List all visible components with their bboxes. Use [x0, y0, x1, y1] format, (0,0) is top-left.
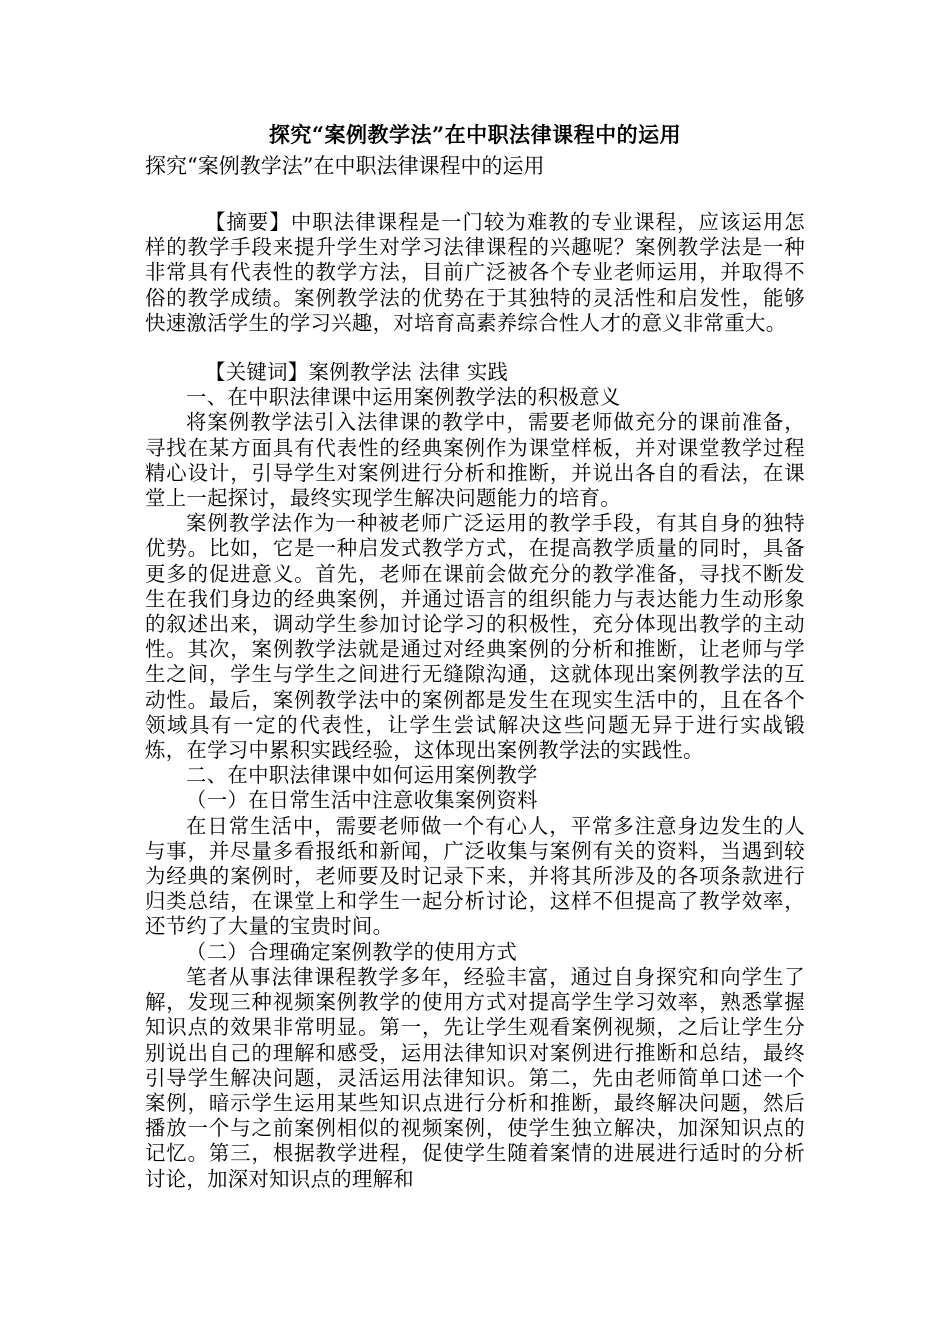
abstract-paragraph: 【摘要】中职法律课程是一门较为难教的专业课程，应该运用怎样的教学手段来提升学生对学习法律课程的兴趣呢？案例教学法是一种非常具有代表性的教学方法，目前广泛被各个专业老师运用，并取得不俗的教学成绩。案例教学法的优势在于其独特的灵活性和启发性，能够快速激活学生的学习兴趣，对培育高素养综合性人才的意义非常重大。 [145, 210, 805, 335]
document-title: 探究“案例教学法”在中职法律课程中的运用 [268, 122, 682, 147]
document-subtitle: 探究“案例教学法”在中职法律课程中的运用 [145, 154, 545, 178]
section-2-paragraph-2: 笔者从事法律课程教学多年，经验丰富，通过自身探究和向学生了解，发现三种视频案例教学的使用方式对提高学生学习效率，熟悉掌握知识点的效果非常明显。第一，先让学生观看案例视频，之后让学生分别说出自己的理解和感受，运用法律知识对案例进行推断和总结，最终引导学生解决问题，灵活运用法律知识。第二，先由老师简单口述一个案例，暗示学生运用某些知识点进行分析和推断，最终解决问题，然后播放一个与之前案例相似的视频案例，使学生独立解决，加深知识点的记忆。第三，根据教学进程，促使学生随着案情的进展进行适时的分析讨论，加深对知识点的理解和 [145, 964, 805, 1191]
section-1-paragraph-2: 案例教学法作为一种被老师广泛运用的教学手段，有其自身的独特优势。比如，它是一种启发式教学方式，在提高教学质量的同时，具备更多的促进意义。首先，老师在课前会做充分的教学准备，寻找不断发生在我们身边的经典案例，并通过语言的组织能力与表达能力生动形象的叙述出来，调动学生参加讨论学习的积极性，充分体现出教学的主动性。其次，案例教学法就是通过对经典案例的分析和推断，让老师与学生之间，学生与学生之间进行无缝隙沟通，这就体现出案例教学法的互动性。最后，案例教学法中的案例都是发生在现实生活中的，且在各个领域具有一定的代表性，让学生尝试解决这些问题无异于进行实战锻炼，在学习中累积实践经验，这体现出案例教学法的实践性。 [145, 511, 805, 763]
section-2-subheading-1: （一）在日常生活中注意收集案例资料 [186, 788, 538, 813]
section-2-heading: 二、在中职法律课中如何运用案例教学 [186, 763, 538, 788]
keywords-line: 【关键词】案例教学法 法律 实践 [205, 360, 509, 385]
section-2-subheading-2: （二）合理确定案例教学的使用方式 [186, 939, 518, 964]
section-1-heading: 一、在中职法律课中运用案例教学法的积极意义 [186, 385, 621, 410]
section-1-paragraph-1: 将案例教学法引入法律课的教学中，需要老师做充分的课前准备，寻找在某方面具有代表性的经典案例作为课堂样板，并对课堂教学过程精心设计，引导学生对案例进行分析和推断，并说出各自的看法，在课堂上一起探讨，最终实现学生解决问题能力的培育。 [145, 410, 805, 511]
section-2-paragraph-1: 在日常生活中，需要老师做一个有心人，平常多注意身边发生的人与事，并尽量多看报纸和新闻，广泛收集与案例有关的资料，当遇到较为经典的案例时，老师要及时记录下来，并将其所涉及的各项条款进行归类总结，在课堂上和学生一起分析讨论，这样不但提高了教学效率，还节约了大量的宝贵时间。 [145, 813, 805, 939]
document-page [145, 118, 805, 1192]
